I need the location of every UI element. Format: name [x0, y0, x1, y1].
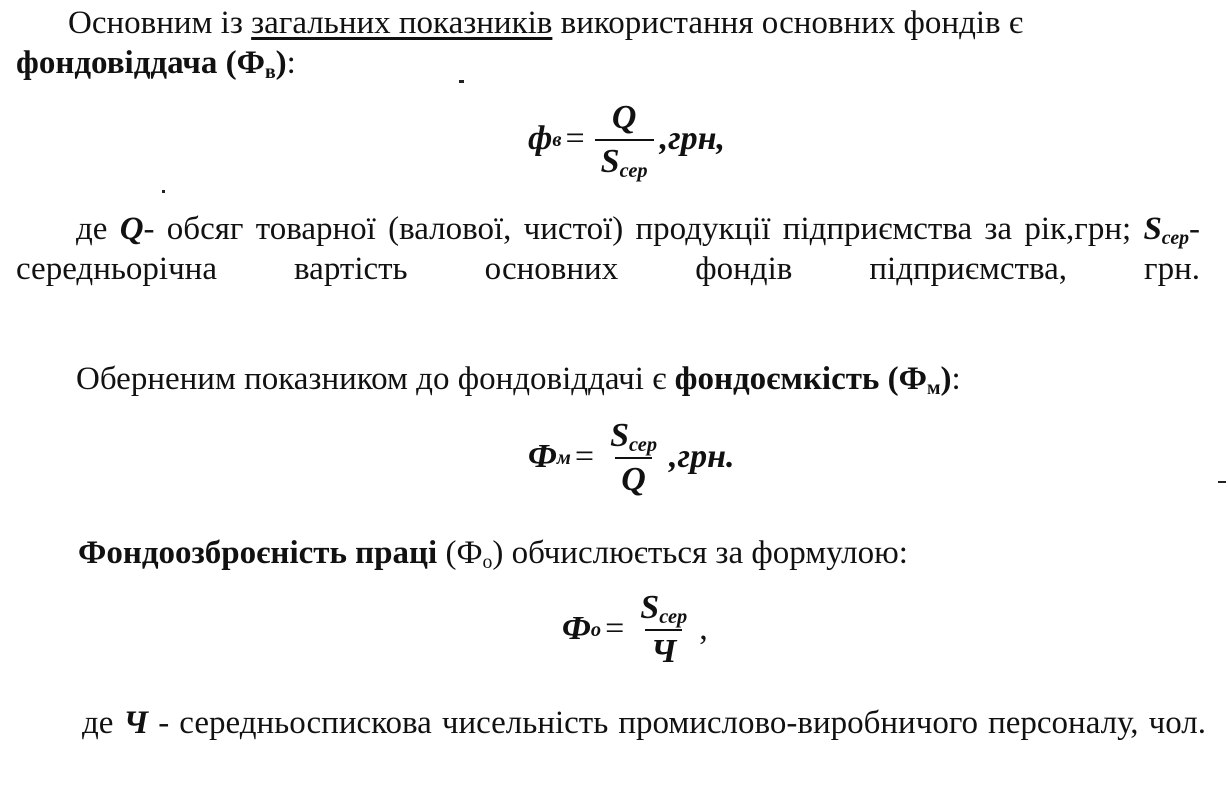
- text: - середньорічна вартість основних фондів підприємства, грн.: [16, 211, 1200, 287]
- fraction: [604, 418, 663, 497]
- symbol-s: S: [1143, 211, 1162, 247]
- formula-lhs: ф: [528, 120, 553, 158]
- formula-lhs: Ф: [562, 610, 591, 648]
- paragraph-capital-ratio: [78, 534, 908, 574]
- numerator: [634, 590, 693, 629]
- term-fondoyemkist: фондоємкість (Ф: [674, 361, 927, 397]
- symbol: Q: [611, 99, 637, 136]
- equals-sign: =: [565, 120, 585, 158]
- numerator: [606, 100, 643, 139]
- subscript: сер: [619, 159, 648, 182]
- formula-lhs: Ф: [528, 438, 557, 476]
- fraction: [595, 99, 654, 182]
- text: Оберненим показником до фондовіддачі є: [76, 361, 675, 397]
- symbol-q: Q: [119, 211, 144, 247]
- text: :: [951, 361, 961, 397]
- text: ) обчислюється за формулою:: [492, 535, 908, 571]
- formula-fondoyemkist: Ф м = $\frac{S_{сер}}{Q}$ ,грн.: [528, 417, 735, 498]
- unit: ,: [699, 610, 708, 648]
- text: - середньоспискова чисельність промислово-виробничого персоналу, чол.: [148, 705, 1206, 741]
- subscript: о: [482, 550, 493, 573]
- unit: ,грн.: [669, 438, 735, 476]
- fraction: [634, 590, 693, 669]
- term-fondovіddacha: фондовіддача (Ф: [16, 45, 265, 81]
- subscript: сер: [1161, 226, 1189, 249]
- paragraph-staff: [28, 704, 1206, 744]
- scan-speck: [1218, 481, 1226, 483]
- paragraph-intro: [68, 4, 1023, 44]
- subscript: сер: [659, 606, 688, 629]
- text: - обсяг товарної (валової, чистої) продукції підприємства за рік,грн;: [143, 211, 1144, 247]
- text: Основним із: [68, 5, 252, 41]
- text: де: [82, 705, 124, 741]
- denominator: [595, 139, 654, 180]
- symbol-ch: Ч: [123, 705, 149, 741]
- paragraph-intro-line2: [16, 44, 296, 84]
- formula-fondoozbroyenist: Ф о = $\frac{S_{сер}}{Ч}$ ,: [562, 589, 708, 670]
- equals-sign: =: [574, 438, 595, 476]
- subscript: в: [264, 60, 276, 83]
- text: (Ф: [437, 535, 483, 571]
- text: ): [275, 45, 287, 81]
- formula-fondovіddacha: ф в = $\frac{Q}{S_{сер}}$ ,грн,: [528, 99, 726, 182]
- paragraph-definitions: [16, 210, 1200, 289]
- subscript: сер: [629, 434, 658, 457]
- denominator: [645, 629, 682, 670]
- underlined-phrase: загальних показників: [251, 5, 553, 41]
- symbol: S: [640, 589, 660, 626]
- text: ): [940, 361, 952, 397]
- paragraph-inverse: [76, 360, 961, 400]
- denominator: [615, 457, 652, 498]
- equals-sign: =: [605, 610, 625, 648]
- text: використання основних фондів є: [552, 5, 1024, 41]
- scan-speck: [162, 190, 165, 193]
- unit: ,грн,: [659, 120, 726, 158]
- text: :: [286, 45, 296, 81]
- symbol: S: [610, 417, 629, 454]
- numerator: [604, 418, 663, 457]
- term-fondoozbroyenist: Фондоозброєність праці: [78, 535, 438, 571]
- symbol: Q: [621, 460, 646, 498]
- subscript: м: [926, 376, 941, 399]
- scan-speck: [459, 80, 464, 83]
- symbol: Ч: [651, 632, 677, 670]
- symbol: S: [600, 142, 620, 180]
- text: де: [76, 211, 120, 247]
